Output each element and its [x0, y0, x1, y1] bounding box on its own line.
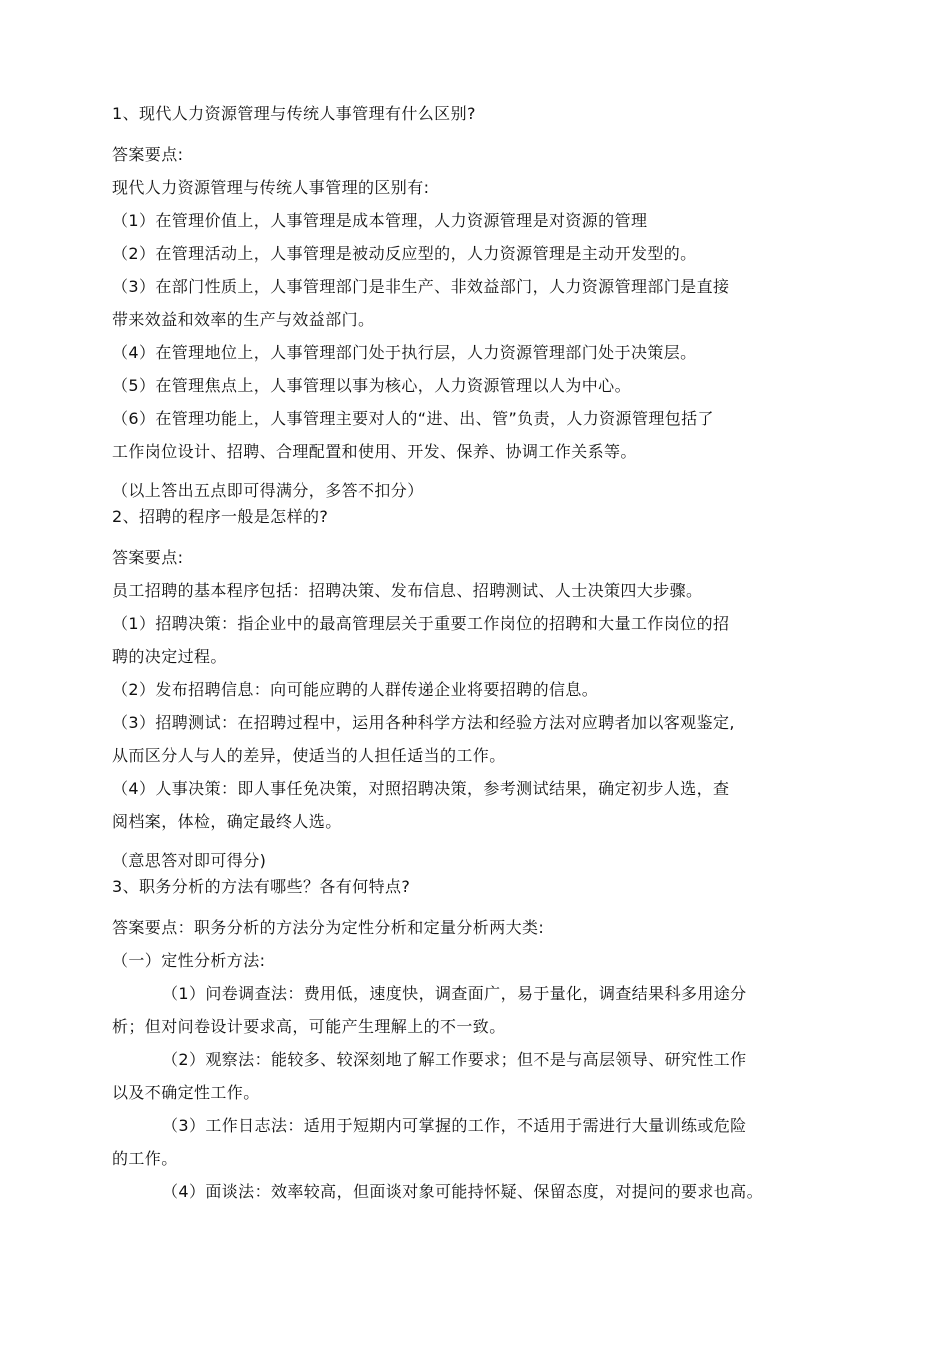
answer-line: （2）发布招聘信息：向可能应聘的人群传递企业将要招聘的信息。: [112, 680, 599, 699]
answer-heading: 答案要点：职务分析的方法分为定性分析和定量分析两大类:: [112, 918, 545, 937]
question-1-title: 1、现代人力资源管理与传统人事管理有什么区别?: [112, 104, 476, 123]
answer-line: 带来效益和效率的生产与效益部门。: [112, 310, 375, 329]
scoring-note: （意思答对即可得分): [112, 851, 267, 870]
method-line: 的工作。: [112, 1149, 178, 1168]
answer-line: （4）人事决策：即人事任免决策，对照招聘决策，参考测试结果，确定初步人选，查: [112, 779, 730, 798]
question-3-title: 3、职务分析的方法有哪些？各有何特点?: [112, 877, 411, 896]
answer-line: （6）在管理功能上，人事管理主要对人的“进、出、管”负责，人力资源管理包括了: [112, 409, 714, 428]
document-body: [112, 104, 812, 1208]
question-2-title: 2、招聘的程序一般是怎样的?: [112, 507, 329, 526]
answer-line: （4）在管理地位上，人事管理部门处于执行层，人力资源管理部门处于决策层。: [112, 343, 697, 362]
answer-line: （3）招聘测试：在招聘过程中，运用各种科学方法和经验方法对应聘者加以客观鉴定,: [112, 713, 735, 732]
answer-line: （2）在管理活动上，人事管理是被动反应型的，人力资源管理是主动开发型的。: [112, 244, 697, 263]
method-line: 以及不确定性工作。: [112, 1083, 260, 1102]
answer-heading: 答案要点:: [112, 548, 184, 567]
answer-line: （1）招聘决策：指企业中的最高管理层关于重要工作岗位的招聘和大量工作岗位的招: [112, 614, 730, 633]
method-line: （3）工作日志法：适用于短期内可掌握的工作，不适用于需进行大量训练或危险: [162, 1116, 747, 1135]
answer-line: 从而区分人与人的差异，使适当的人担任适当的工作。: [112, 746, 506, 765]
answer-line: 工作岗位设计、招聘、合理配置和使用、开发、保养、协调工作关系等。: [112, 442, 637, 461]
answer-line: （5）在管理焦点上，人事管理以事为核心，人力资源管理以人为中心。: [112, 376, 631, 395]
answer-line: 聘的决定过程。: [112, 647, 227, 666]
answer-line: 员工招聘的基本程序包括：招聘决策、发布信息、招聘测试、人士决策四大步骤。: [112, 581, 703, 600]
section-1: [112, 104, 812, 507]
answer-heading: 答案要点:: [112, 145, 184, 164]
answer-line: （1）在管理价值上，人事管理是成本管理，人力资源管理是对资源的管理: [112, 211, 648, 230]
method-line: （1）问卷调查法：费用低，速度快，调查面广，易于量化，调查结果科多用途分: [162, 984, 747, 1003]
section-3: [112, 877, 812, 1208]
answer-line: 现代人力资源管理与传统人事管理的区别有:: [112, 178, 430, 197]
subsection-heading: （一）定性分析方法:: [112, 951, 266, 970]
method-line: （4）面谈法：效率较高，但面谈对象可能持怀疑、保留态度，对提问的要求也高。: [162, 1182, 763, 1201]
scoring-note: （以上答出五点即可得满分，多答不扣分）: [112, 481, 424, 500]
answer-line: 阅档案，体检，确定最终人选。: [112, 812, 342, 831]
method-line: 析；但对问卷设计要求高，可能产生理解上的不一致。: [112, 1017, 506, 1036]
section-2: [112, 507, 812, 877]
answer-line: （3）在部门性质上，人事管理部门是非生产、非效益部门，人力资源管理部门是直接: [112, 277, 730, 296]
method-line: （2）观察法：能较多、较深刻地了解工作要求；但不是与高层领导、研究性工作: [162, 1050, 747, 1069]
